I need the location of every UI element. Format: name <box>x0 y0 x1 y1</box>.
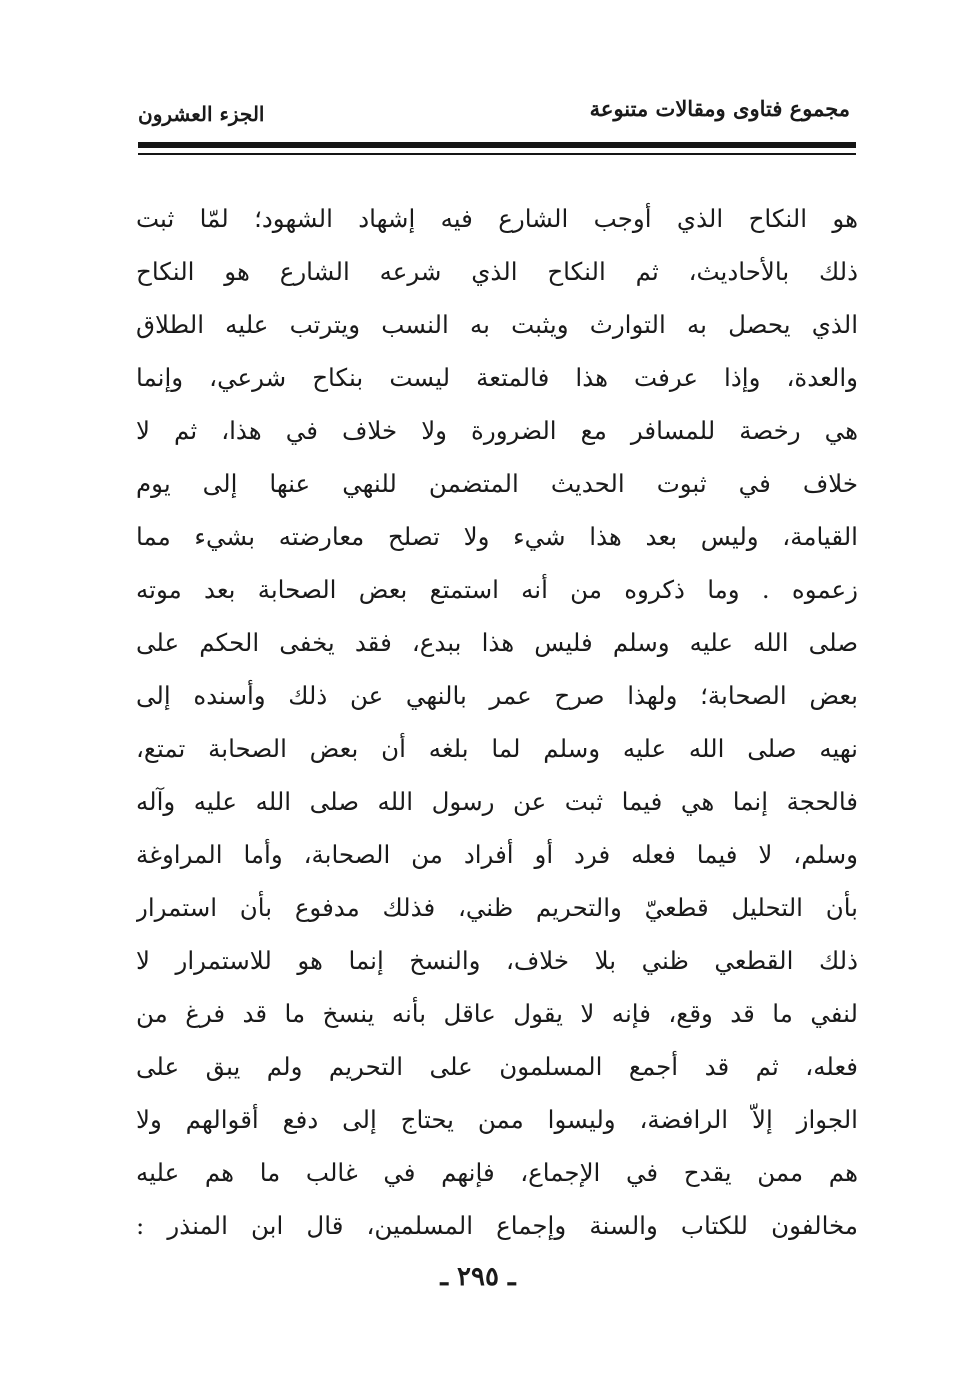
text-line: فالحجة إنما هي فيما ثبت عن رسول الله صلى الله عليه وآله <box>136 787 858 816</box>
header-divider-thin <box>138 153 856 155</box>
text-line: القيامة، وليس بعد هذا شيء ولا تصلح معارضته بشيء مما <box>136 522 858 551</box>
text-line: خلاف في ثبوت الحديث المتضمن للنهي عنها إلى يوم <box>136 469 858 498</box>
text-line: بعض الصحابة؛ ولهذا صرح عمر بالنهي عن ذلك وأسنده إلى <box>136 681 858 710</box>
text-line: هم ممن يقدح في الإجماع، فإنهم في غالب ما هم عليه <box>136 1158 858 1187</box>
page-header <box>138 96 850 140</box>
text-line: زعموه . وما ذكروه من أنه استمتع بعض الصحابة بعد موته <box>136 575 858 604</box>
book-title: مجموع فتاوى ومقالات متنوعة <box>589 96 850 121</box>
body-text <box>136 192 858 1252</box>
text-line: بأن التحليل قطعيّ والتحريم ظني، فذلك مدفوع بأن استمرار <box>136 893 858 922</box>
text-line: صلى الله عليه وسلم فليس هذا ببدع، فقد يخفى الحكم على <box>136 628 858 657</box>
volume-label: الجزء العشرون <box>138 102 265 126</box>
text-line: الجواز إلاّ الرافضة، وليسوا ممن يحتاج إلى دفع أقوالهم ولا <box>136 1105 858 1134</box>
text-line: مخالفون للكتاب والسنة وإجماع المسلمين، قال ابن المنذر : <box>136 1211 858 1240</box>
header-divider-thick <box>138 142 856 148</box>
text-line: نهيه صلى الله عليه وسلم لما بلغه أن بعض الصحابة تمتع، <box>136 734 858 763</box>
text-line: هو النكاح الذي أوجب الشارع فيه إشهاد الشهود؛ لمّا ثبت <box>136 204 858 233</box>
text-line: هي رخصة للمسافر مع الضرورة ولا خلاف في هذا، ثم لا <box>136 416 858 445</box>
text-line: فعله، ثم قد أجمع المسلمون على التحريم ولم يبق على <box>136 1052 858 1081</box>
text-line: ذلك بالأحاديث، ثم النكاح الذي شرعه الشارع هو النكاح <box>136 257 858 286</box>
text-line: والعدة، وإذا عرفت هذا فالمتعة ليست بنكاح شرعي، وإنما <box>136 363 858 392</box>
text-line: لنفي ما قد وقع، فإنه لا يقول عاقل بأنه ينسخ ما قد فرغ من <box>136 999 858 1028</box>
text-line: ذلك القطعي ظني بلا خلاف، والنسخ إنما هو للاستمرار لا <box>136 946 858 975</box>
text-line: الذي يحصل به التوارث ويثبت به النسب ويترتب عليه الطلاق <box>136 310 858 339</box>
text-line: وسلم، لا فيما فعله فرد أو أفراد من الصحابة، وأما المراوغة <box>136 840 858 869</box>
page-number: ـ ٢٩٥ ـ <box>440 1262 516 1292</box>
